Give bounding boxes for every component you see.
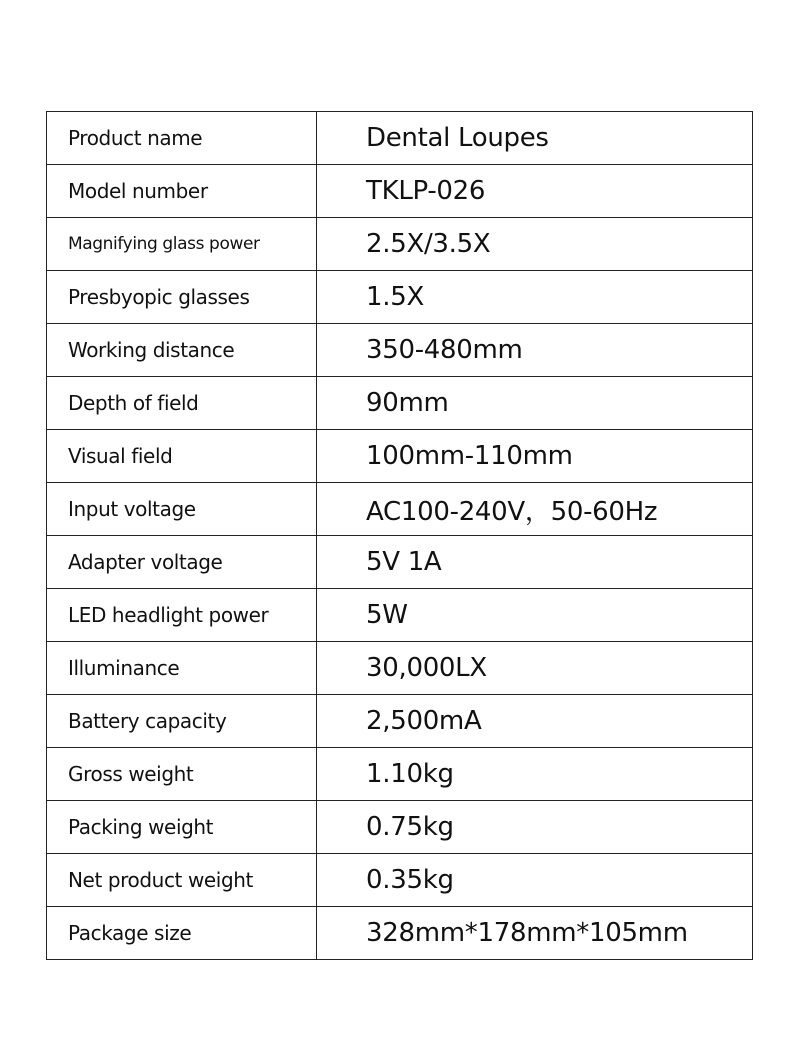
spec-value: 328mm*178mm*105mm <box>317 907 753 960</box>
spec-value: Dental Loupes <box>317 112 753 165</box>
table-row <box>47 907 753 960</box>
table-row <box>47 854 753 907</box>
spec-label: Battery capacity <box>47 695 317 748</box>
spec-label: Packing weight <box>47 801 317 854</box>
spec-value: TKLP-026 <box>317 165 753 218</box>
table-row <box>47 377 753 430</box>
spec-label: Working distance <box>47 324 317 377</box>
spec-label: Net product weight <box>47 854 317 907</box>
table-row <box>47 695 753 748</box>
table-row <box>47 589 753 642</box>
table-row <box>47 642 753 695</box>
spec-value: 1.10kg <box>317 748 753 801</box>
spec-label: Gross weight <box>47 748 317 801</box>
spec-label: Input voltage <box>47 483 317 536</box>
table-row <box>47 324 753 377</box>
table-row <box>47 748 753 801</box>
spec-value: 0.75kg <box>317 801 753 854</box>
spec-label: Visual field <box>47 430 317 483</box>
spec-value: 5W <box>317 589 753 642</box>
spec-label: Package size <box>47 907 317 960</box>
spec-value: 30,000LX <box>317 642 753 695</box>
table-row <box>47 271 753 324</box>
table-row <box>47 218 753 271</box>
table-row <box>47 801 753 854</box>
spec-label: Depth of field <box>47 377 317 430</box>
spec-value: 1.5X <box>317 271 753 324</box>
spec-label: Product name <box>47 112 317 165</box>
spec-label: Illuminance <box>47 642 317 695</box>
spec-value: 90mm <box>317 377 753 430</box>
spec-label: Magnifying glass power <box>47 218 317 271</box>
spec-value: 5V 1A <box>317 536 753 589</box>
spec-value: 0.35kg <box>317 854 753 907</box>
spec-value: 2.5X/3.5X <box>317 218 753 271</box>
spec-label: LED headlight power <box>47 589 317 642</box>
spec-label: Model number <box>47 165 317 218</box>
table-row <box>47 483 753 536</box>
spec-label: Adapter voltage <box>47 536 317 589</box>
spec-value: 350-480mm <box>317 324 753 377</box>
table-row <box>47 430 753 483</box>
spec-table <box>46 111 753 960</box>
table-row <box>47 536 753 589</box>
spec-label: Presbyopic glasses <box>47 271 317 324</box>
table-row <box>47 165 753 218</box>
spec-value: 2,500mA <box>317 695 753 748</box>
spec-value: AC100-240V，50-60Hz <box>317 483 753 536</box>
table-row <box>47 112 753 165</box>
spec-value: 100mm-110mm <box>317 430 753 483</box>
